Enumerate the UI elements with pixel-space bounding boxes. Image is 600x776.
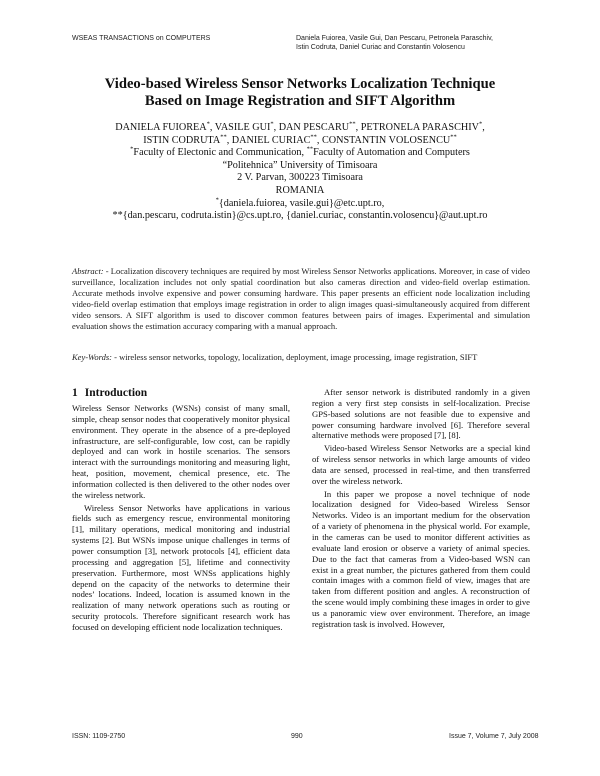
author-name: , VASILE GUI <box>209 122 271 133</box>
affiliation-faculty: Faculty of Automation and Computers <box>313 147 470 159</box>
affiliation-mark: * <box>130 145 134 153</box>
author-separator: , <box>482 122 485 133</box>
footer-page-number: 990 <box>291 733 303 740</box>
paper-title <box>60 76 540 110</box>
paragraph: After sensor network is distributed randomly in a given region a very first step consists in self-localization. Precise GPS-based solutions are not feasible due to expensive and power consuming hardware involved [6]. Therefore several alternative methods were proposed [7], [8]. <box>312 387 530 441</box>
left-column <box>72 387 290 633</box>
footer-issn: ISSN: 1109-2750 <box>72 733 126 740</box>
affiliation-address: 2 V. Parvan, 300223 Timisoara <box>237 172 363 184</box>
author-emails-line2: **{dan.pescaru, codruta.istin}@cs.upt.ro, {daniel.curiac, constantin.volosencu}@aut.upt.ro <box>112 210 488 222</box>
affiliation-university: “Politehnica” University of Timisoara <box>222 159 378 171</box>
affiliation-mark: * <box>215 196 219 204</box>
paragraph: In this paper we propose a novel technique of node localization designed for Video-based Wireless Sensor Networks. Video is an important medium for the observation of a variety of phenomena in the physical world. For example, in the cameras can be used to monitor different activities as evaluate land erosion or observe a variety of animal species. Due to the fact that cameras from a Video-based WSN can exist in a great number, the pictures gathered from them could contain images with a common field of view, images that are taken from different position and angles. A reconstruction of the scene would imply combining these images in order to give us a panoramic view over environment. Therefore, an image registration task is involved. However, <box>312 488 530 629</box>
running-header-authors-line2: Istin Codruta, Daniel Curiac and Constantin Volosencu <box>296 44 465 51</box>
affiliation-faculties <box>60 147 540 160</box>
right-column <box>312 387 530 630</box>
abstract <box>72 266 530 331</box>
author-emails-line1 <box>60 198 540 211</box>
paper-title-line1: Video-based Wireless Sensor Networks Localization Technique <box>104 76 496 92</box>
running-header-journal: WSEAS TRANSACTIONS on COMPUTERS <box>72 35 211 42</box>
author-block <box>60 122 540 223</box>
author-name: , CONSTANTIN VOLOSENCU <box>316 134 451 146</box>
keywords-text: - wireless sensor networks, topology, localization, deployment, image processing, image registration, SIFT <box>111 352 478 362</box>
author-email: {daniela.fuiorea, vasile.gui}@etc.upt.ro, <box>218 197 385 209</box>
section-title: Introduction <box>84 387 148 399</box>
keywords-label: Key-Words: <box>72 352 112 362</box>
affiliation-mark: ** <box>306 145 314 153</box>
author-name: , DANIEL CURIAC <box>226 134 311 146</box>
running-header-authors <box>296 34 546 52</box>
paper-title-line2: Based on Image Registration and SIFT Algorithm <box>144 93 456 109</box>
affiliation-country: ROMANIA <box>275 184 325 196</box>
affiliation-mark: ** <box>310 133 317 141</box>
section-number: 1 <box>72 387 78 399</box>
affiliation-mark: ** <box>450 133 457 141</box>
abstract-text: - Localization discovery techniques are required by most Wireless Sensor Networks applications. Moreover, in case of video surveillance, localization includes not only spatial coordination but also cameras direction and video-field overlap estimation. Accurate methods involve expensive and power consuming hardware. This paper presents an efficient node localization including video-field overlap estimation that employs image registration in order to align images quasi-simultaneously acquired from different video sensors. A SIFT algorithm is used to discover common features between pairs of images. Experimental and simulation evaluation shows the estimation accuracy comparing with a manual approach. <box>72 266 530 331</box>
author-names-line1 <box>60 122 540 135</box>
affiliation-faculty: Faculty of Electonic and Communication, <box>133 147 307 159</box>
affiliation-mark: ** <box>349 120 356 128</box>
running-header-authors-line1: Daniela Fuiorea, Vasile Gui, Dan Pescaru, Petronela Paraschiv, <box>296 35 494 42</box>
affiliation-mark: * <box>478 120 483 128</box>
author-name: , PETRONELA PARASCHIV <box>355 122 479 133</box>
author-name: ISTIN CODRUTA <box>143 134 221 146</box>
affiliation-mark: * <box>206 120 210 128</box>
footer-issue: Issue 7, Volume 7, July 2008 <box>449 733 539 740</box>
section-heading <box>72 387 290 400</box>
paragraph: Video-based Wireless Sensor Networks are a special kind of wireless sensor networks in which large amounts of video data are sensed, processed in real-time, and then transferred over the wireless network. <box>312 443 530 486</box>
affiliation-mark: ** <box>220 133 227 141</box>
affiliation-mark: * <box>270 120 274 128</box>
paragraph: Wireless Sensor Networks (WSNs) consist of many small, simple, cheap sensor nodes that cooperatively monitor physical environment. They operate in the absence of a pre-deployed infrastructure, are self-configurable, low cost, can be rapidly deployed and can work in hostile scenarios. The sensors interact with the surroundings monitoring and measuring light, heat, position, movement, chemical presence, etc. The information collected is then delivered to the other nodes over the wireless network. <box>72 403 290 500</box>
author-name: , DAN PESCARU <box>273 122 350 133</box>
abstract-label: Abstract: <box>72 266 104 276</box>
paragraph: Wireless Sensor Networks have applications in various fields such as emergency rescue, environmental monitoring [1], military operations, medical monitoring and industrial systems [2]. But WSNs impose unique challenges in terms of power consumption [3], network protocols [4], efficient data processing and aggregation [5], lifetime and connectivity preservation. Furthermore, most WNSs applications highly depend on the capacity of the networks to determine their nodes’ locations. Indeed, location is assumed known in the realization of many network operations such as routing or security protocols. Therefore significant research work has focused on developing efficient node localization techniques. <box>72 502 290 632</box>
author-name: DANIELA FUIOREA <box>115 122 207 133</box>
keywords <box>72 352 530 363</box>
